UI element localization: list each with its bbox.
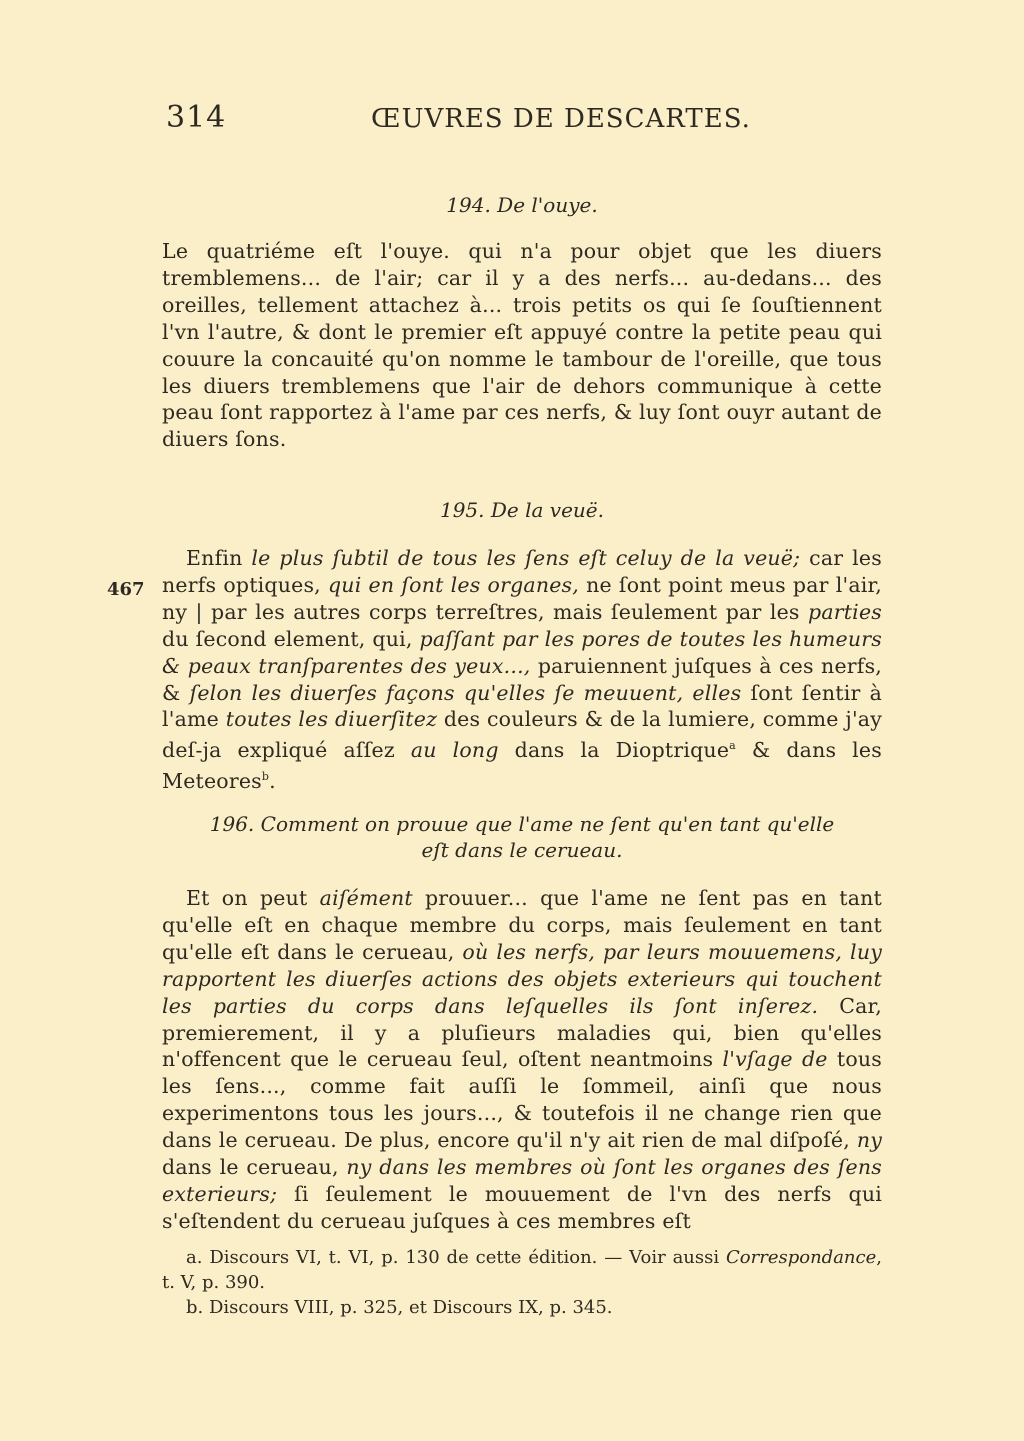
italic-run: Correspondance [726, 1247, 877, 1268]
margin-page-number: 467 [107, 579, 145, 600]
text-run: ſi ſeulement le mouuement de l'vn des nerfs qui s'eſtendent du cerueau juſques à ces membres eſt [162, 1181, 882, 1233]
text-run: des couleurs & de la lumiere, comme j'ay deſ-ja expliqué aſſez [162, 707, 882, 763]
italic-run: ſelon les diuerſes façons qu'elles ſe meuuent, elles [189, 680, 742, 705]
footnote-b [162, 1295, 882, 1320]
page-number: 314 [166, 100, 227, 135]
text-run: ſont ſentir à l'ame [162, 680, 882, 732]
footnote-ref-b: b [261, 770, 270, 784]
italic-run: où les nerfs, par leurs mouuemens, luy rapportent les diuerſes actions des objets exterieurs qui touchent les parties du corps dans leſquelles ils ſont inſerez. [162, 939, 882, 1018]
text-run: Car, premierement, il y a pluſieurs maladies qui, bien qu'elles n'offencent que le cerueau ſeul, oſtent neantmoins [162, 993, 882, 1072]
section-196 [162, 811, 882, 1235]
running-title: ŒUVRES DE DESCARTES. [371, 104, 751, 134]
italic-run: ny [856, 1128, 882, 1153]
section-paragraph [162, 545, 882, 795]
text-run: a. Discours VI, t. VI, p. 130 de cette édition. — Voir aussi [186, 1247, 727, 1268]
text-run: ne ſont point meus par l'air, ny | par les autres corps terreſtres, mais ſeulement par les [162, 572, 882, 624]
text-run: & dans les Meteores [162, 738, 882, 793]
text-run: dans le cerueau, [162, 1155, 347, 1180]
footnotes [162, 1245, 882, 1320]
text-run: du ſecond element, qui, [162, 626, 420, 651]
text-run: Enfin [186, 546, 252, 570]
italic-run: aiſément [319, 886, 413, 910]
section-195 [162, 497, 882, 795]
italic-run: le plus ſubtil de tous les ſens eſt celuy de la veuë; [251, 546, 801, 570]
section-paragraph: Le quatriéme eſt l'ouye. qui n'a pour objet que les diuers tremblemens... de l'air; car il y a des nerfs... au-dedans... des oreilles, tellement attachez à... trois petits os qui ſe ſouſtiennent l'vn l'autre, & dont le premier eſt appuyé contre la petite peau qui couure la concauité qu'on nomme le tambour de l'oreille, que tous les diuers tremblemens que l'air de dehors communique à cette peau ſont rapportez à l'ame par ces nerfs, & luy ſont ouyr autant de diuers ſons. [162, 239, 882, 452]
footnote-a [162, 1245, 882, 1295]
section-heading: 194. De l'ouye. [446, 193, 598, 217]
footnote-ref-a: a [729, 739, 736, 753]
text-run: prouuer... que l'ame ne ſent pas en tant qu'elle eſt en chaque membre du corps, mais ſeulement en tant qu'elle eſt dans le cerueau, [162, 886, 882, 964]
italic-run: parties [808, 599, 882, 624]
italic-run: ny dans les membres où ſont les organes des ſens exterieurs; [162, 1155, 882, 1206]
page-header [166, 100, 882, 146]
text-run: Et on peut [186, 886, 320, 910]
text-run: car les nerfs optiques, [162, 546, 882, 597]
text-run: paruiennent juſques à ces nerfs, & [162, 653, 883, 705]
italic-run: paſſant par les pores de toutes les humeurs & peaux tranſparentes des yeux..., [162, 626, 882, 678]
section-heading: 195. De la veuë. [439, 498, 604, 522]
text-run: . [269, 768, 276, 793]
italic-run: qui en ſont les organes, [327, 572, 579, 597]
italic-run: l'vſage de [722, 1047, 828, 1072]
text-run: b. Discours VIII, p. 325, et Discours IX, p. 345. [186, 1297, 613, 1318]
italic-run: au long [410, 738, 499, 763]
text-run: , t. V, p. 390. [162, 1247, 882, 1293]
section-heading: 196. Comment on prouue que l'ame ne ſent qu'en tant qu'elle eſt dans le cerueau. [209, 812, 835, 862]
text-run: tous les ſens..., comme fait auſſi le ſommeil, ainſi que nous experimentons tous les jours..., & toutefois il ne change rien que dans le cerueau. De plus, encore qu'il n'y ait rien de mal diſpoſé, [162, 1047, 883, 1153]
section-paragraph [162, 885, 882, 1235]
text-run: dans la Dioptrique [498, 738, 730, 763]
italic-run: toutes les diuerſitez [225, 707, 438, 732]
section-194 [162, 192, 882, 453]
